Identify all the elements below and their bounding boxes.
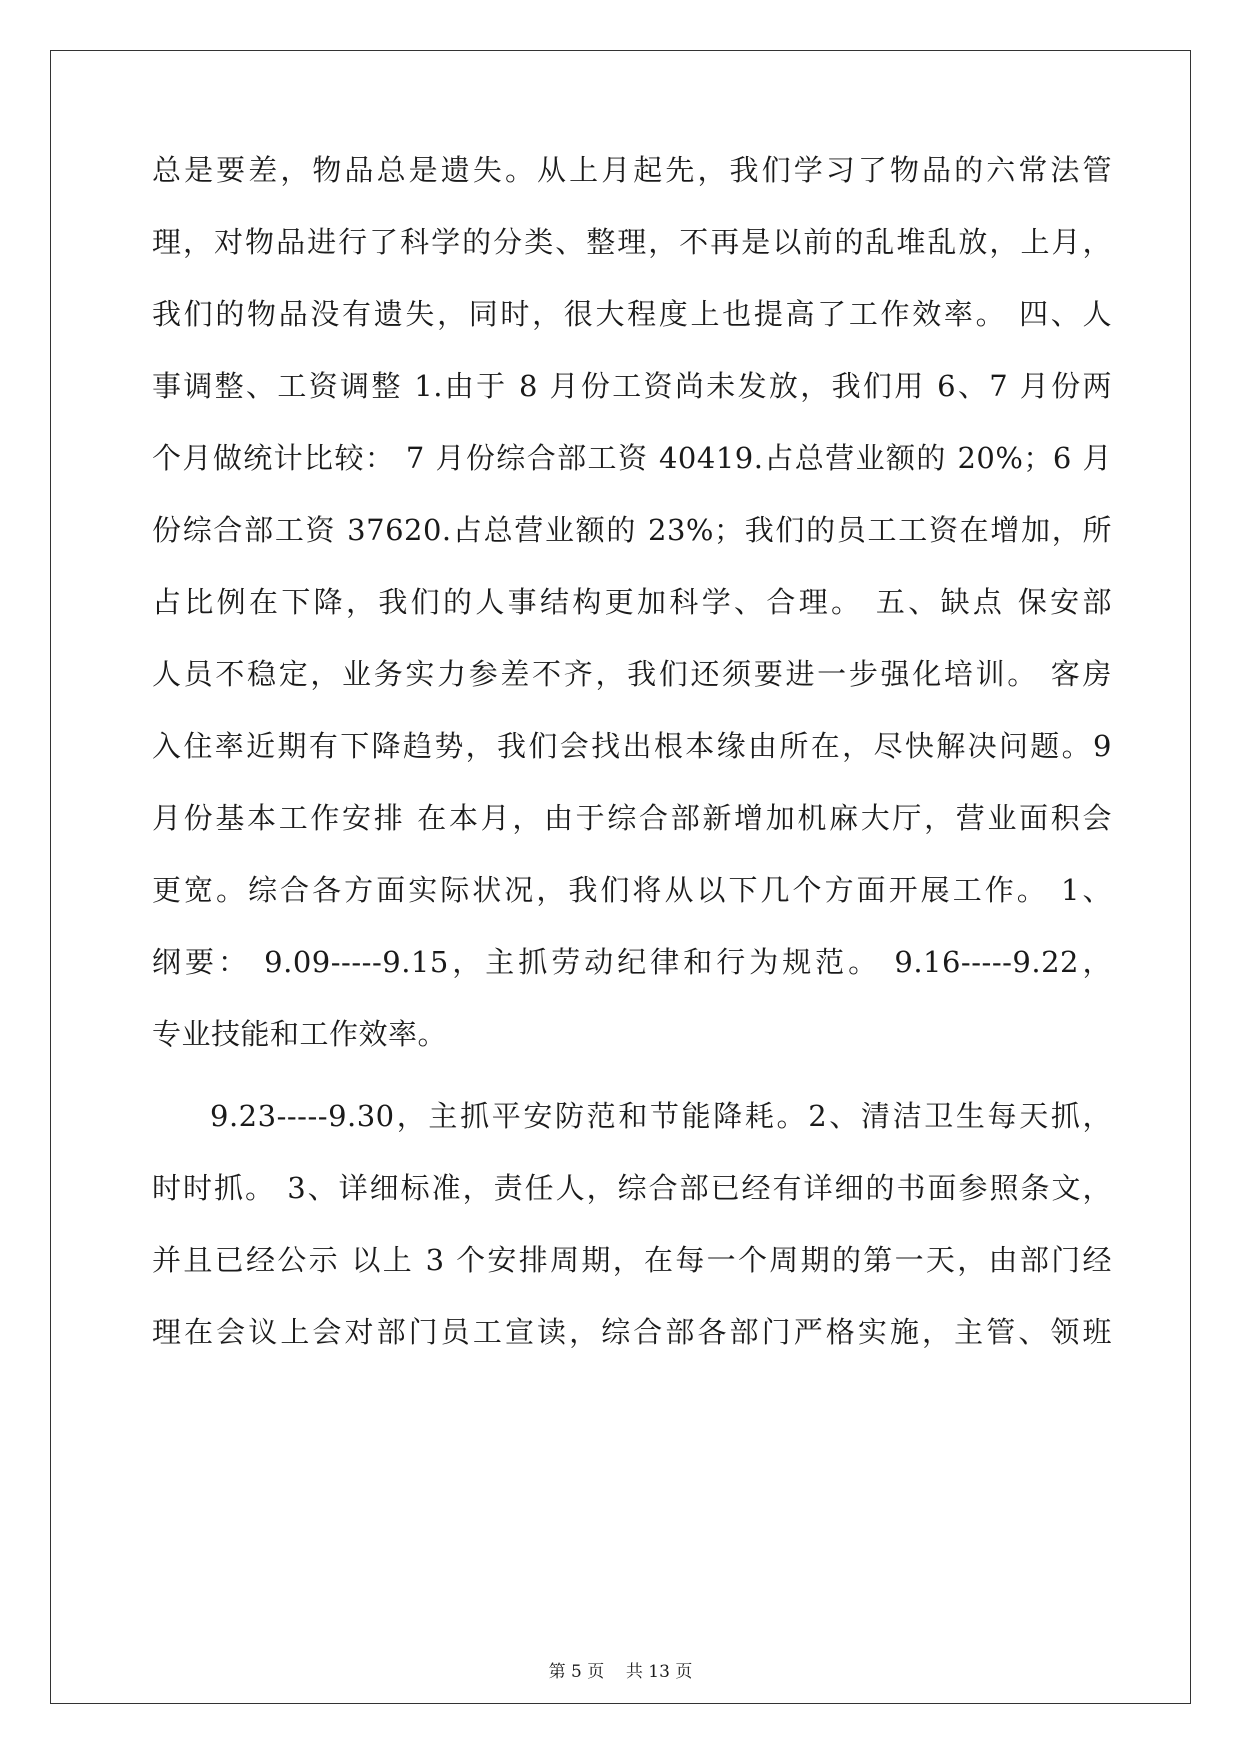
text-line: 专业技能和工作效率。	[152, 1017, 448, 1051]
text-line: 9.23-----9.30，主抓平安防范和节能降耗。2、清洁卫生每天抓，	[210, 1099, 1112, 1133]
text-line: 我们的物品没有遗失，同时，很大程度上也提高了工作效率。 四、人	[152, 297, 1112, 331]
page-total: 共 13 页	[625, 1662, 693, 1682]
text-line: 个月做统计比较： 7 月份综合部工资 40419.占总营业额的 20%；6 月	[152, 441, 1112, 475]
text-line: 总是要差，物品总是遗失。从上月起先，我们学习了物品的六常法管	[152, 153, 1112, 187]
text-line: 入住率近期有下降趋势，我们会找出根本缘由所在，尽快解决问题。9	[152, 729, 1112, 763]
text-line: 份综合部工资 37620.占总营业额的 23%；我们的员工工资在增加，所	[152, 513, 1112, 547]
text-line: 理，对物品进行了科学的分类、整理，不再是以前的乱堆乱放，上月，	[152, 225, 1112, 259]
text-line: 时时抓。 3、详细标准，责任人，综合部已经有详细的书面参照条文，	[152, 1171, 1112, 1205]
text-line: 纲要： 9.09-----9.15，主抓劳动纪律和行为规范。 9.16-----9.22，	[152, 945, 1112, 979]
text-line: 人员不稳定，业务实力参差不齐，我们还须要进一步强化培训。 客房	[152, 657, 1112, 691]
text-line: 并且已经公示 以上 3 个安排周期，在每一个周期的第一天，由部门经	[152, 1243, 1112, 1277]
text-line: 事调整、工资调整 1.由于 8 月份工资尚未发放，我们用 6、7 月份两	[152, 369, 1112, 403]
text-line: 占比例在下降，我们的人事结构更加科学、合理。 五、缺点 保安部	[152, 585, 1112, 619]
page-footer	[0, 1660, 1241, 1684]
text-line: 理在会议上会对部门员工宣读，综合部各部门严格实施，主管、领班	[152, 1315, 1112, 1349]
text-line: 更宽。综合各方面实际状况，我们将从以下几个方面开展工作。 1、	[152, 873, 1112, 907]
text-line: 月份基本工作安排 在本月，由于综合部新增加机麻大厅，营业面积会	[152, 801, 1112, 835]
page-number: 第 5 页	[548, 1662, 605, 1682]
